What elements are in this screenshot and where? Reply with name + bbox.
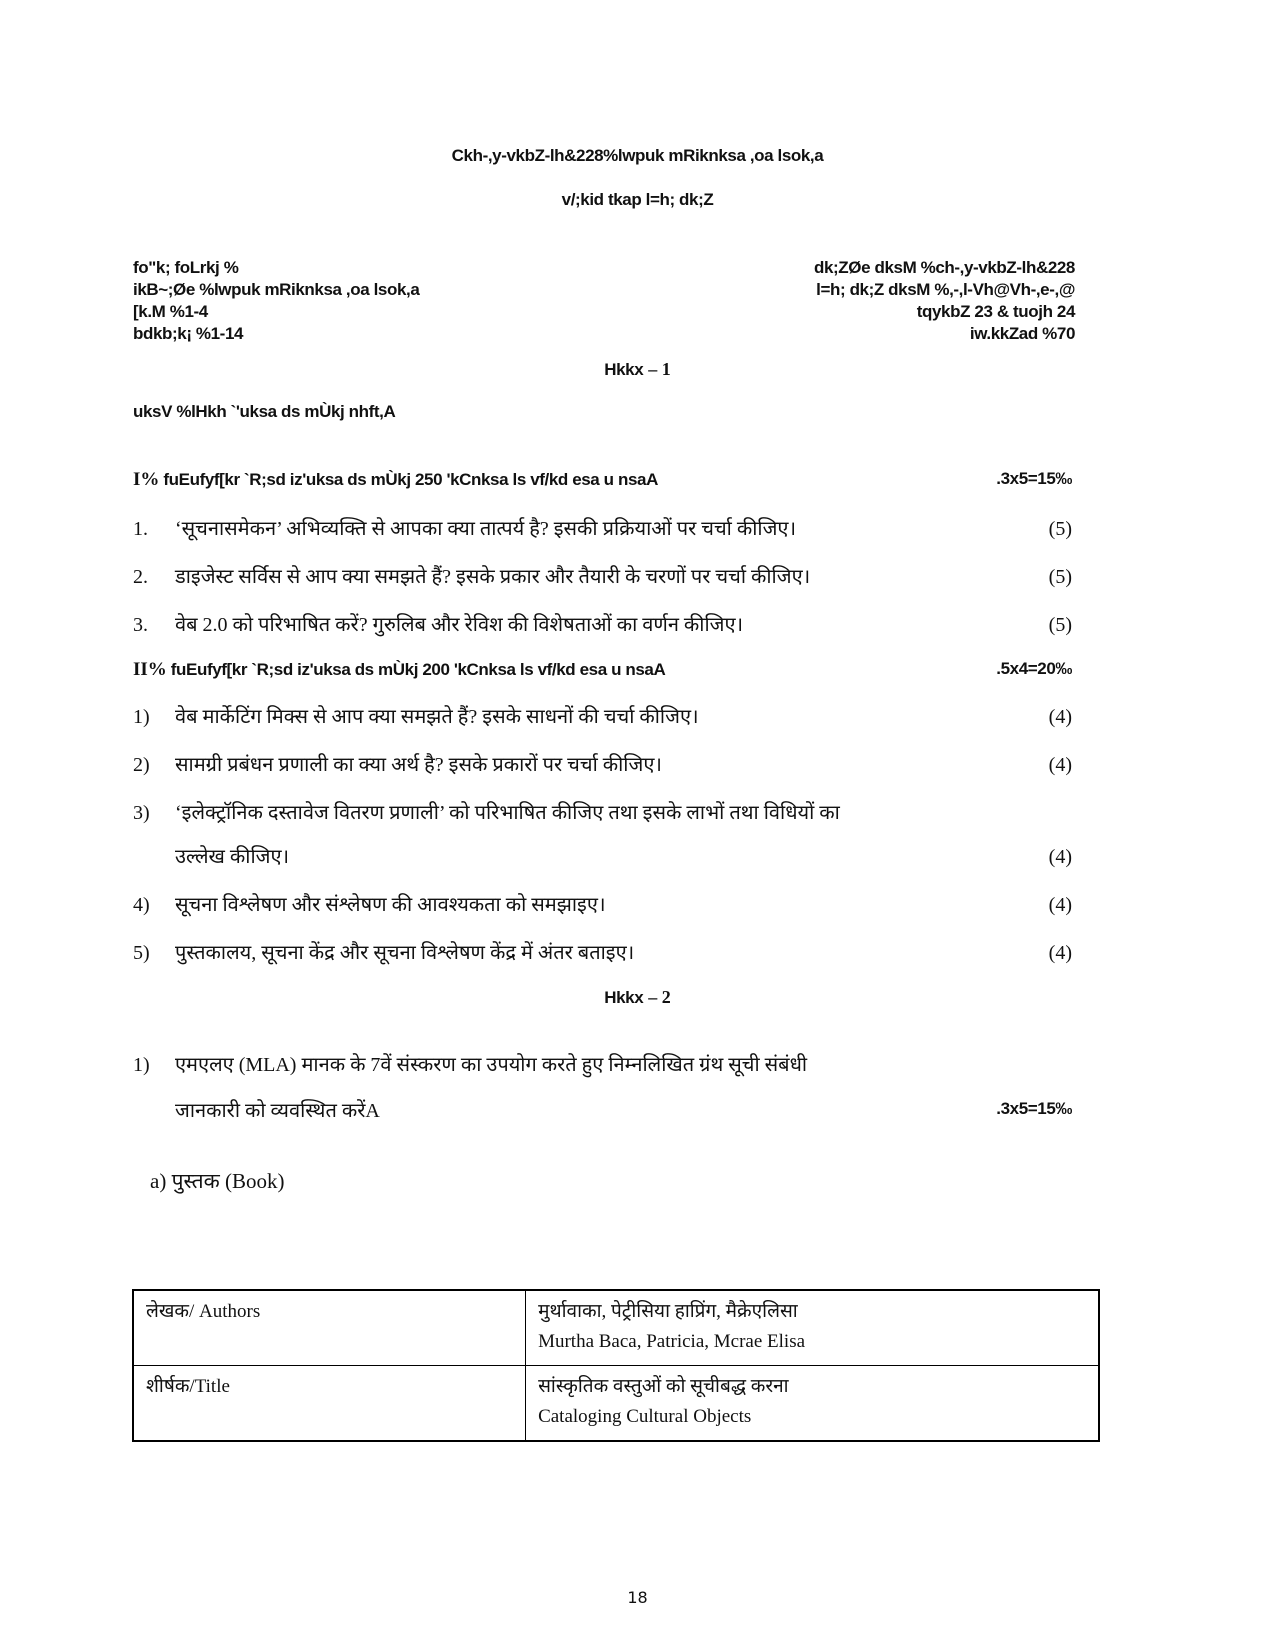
title-label: शीर्षक/Title: [146, 1376, 230, 1397]
question-number: 2.: [133, 566, 148, 588]
question-marks: [1026, 801, 1072, 825]
info-row: [133, 301, 1075, 323]
question-text: ‘सूचनासमेकन’ अभिव्यक्ति से आपका क्या तात्पर्य है? इसकी प्रक्रियाओं पर चर्चा कीजिए।: [175, 518, 797, 540]
subject-extent-label: fo"k; foLrkj %: [133, 258, 239, 277]
title-value-english: Cataloging Cultural Objects: [538, 1406, 752, 1427]
part-number: – 2: [648, 987, 671, 1007]
part-number: – 1: [648, 359, 671, 379]
question-continuation-text: जानकारी को व्यवस्थित करेंA: [175, 1100, 380, 1122]
question-text: वेब मार्केटिंग मिक्स से आप क्या समझते हैं? इसके साधनों की चर्चा कीजिए।: [175, 706, 699, 728]
section-i-heading: [133, 469, 1072, 491]
title-value-hindi: सांस्कृतिक वस्तुओं को सूचीबद्ध करना: [538, 1376, 789, 1397]
table-row-authors: [133, 1290, 1099, 1366]
authors-value-english: Murtha Baca, Patricia, Mcrae Elisa: [538, 1331, 806, 1352]
question-row: [133, 565, 1072, 589]
question-row: [133, 893, 1072, 917]
question-marks: (4): [1048, 846, 1072, 868]
section-ii-instruction: fuEufyf[kr `R;sd iz'uksa ds mÙkj 200 'kCnksa ls vf/kd esa u nsaA: [170, 660, 666, 679]
units-range: bdkb;k¡ %1-14: [133, 324, 244, 343]
session-dates: tqykbZ 23 & tuojh 24: [916, 302, 1075, 321]
question-marks: (4): [1048, 754, 1072, 776]
part-1-heading: [0, 359, 1275, 381]
question-row: [133, 801, 1072, 825]
authors-label: लेखक/ Authors: [146, 1301, 261, 1322]
section-i-marks: .3x5=15‰: [996, 469, 1072, 488]
question-number: 1): [133, 706, 150, 728]
section-ii-marks: .5x4=20‰: [996, 659, 1072, 678]
authors-value-hindi: मुर्थावाका, पेट्रीसिया हाप्रिंग, मैक्रेएलिसा: [538, 1301, 798, 1322]
section-ii-numeral: II%: [133, 659, 167, 680]
section-i-numeral: I%: [133, 469, 160, 490]
part-label: Hkkx: [604, 988, 644, 1007]
question-row: [133, 705, 1072, 729]
blocks-range: [k.M %1-4: [133, 302, 208, 321]
question-number: 1.: [133, 518, 148, 540]
question-continuation-row: [133, 1099, 1072, 1123]
title-label-cell: [133, 1366, 526, 1442]
question-marks: (5): [1048, 614, 1072, 636]
title-value-cell: [526, 1366, 1099, 1442]
question-row: [133, 1053, 1072, 1077]
question-text: सामग्री प्रबंधन प्रणाली का क्या अर्थ है? इसके प्रकारों पर चर्चा कीजिए।: [175, 754, 662, 776]
authors-value-cell: [526, 1290, 1099, 1366]
item-a-number: a): [150, 1169, 167, 1193]
question-marks: (5): [1048, 566, 1072, 588]
question-number: 3): [133, 802, 150, 824]
question-row: [133, 941, 1072, 965]
question-number: 3.: [133, 614, 148, 636]
question-marks: (4): [1048, 706, 1072, 728]
page-number: 18: [627, 1588, 648, 1607]
paper-title-line2: v/;kid tkap l=h; dk;Z: [561, 190, 714, 209]
question-marks: .3x5=15‰: [996, 1099, 1072, 1118]
question-text: डाइजेस्ट सर्विस से आप क्या समझते हैं? इसके प्रकार और तैयारी के चरणों पर चर्चा कीजिए।: [175, 566, 811, 588]
question-text: पुस्तकालय, सूचना केंद्र और सूचना विश्लेषण केंद्र में अंतर बताइए।: [175, 942, 635, 964]
max-marks: iw.kkZad %70: [969, 324, 1075, 343]
question-text: वेब 2.0 को परिभाषित करें? गुरुलिब और रेविश की विशेषताओं का वर्णन कीजिए।: [175, 614, 744, 636]
question-number: 1): [133, 1054, 150, 1076]
paper-title-line1: Ckh-,y-vkbZ-lh&228%lwpuk mRiknksa ,oa lsok,a: [451, 146, 824, 165]
item-a-text: पुस्तक (Book): [171, 1169, 285, 1193]
question-row: [133, 753, 1072, 777]
course-name: ikB~;Øe %lwpuk mRiknksa ,oa lsok,a: [133, 280, 420, 299]
question-text: ‘इलेक्ट्रॉनिक दस्तावेज वितरण प्रणाली’ को परिभाषित कीजिए तथा इसके लाभों तथा विधियों का: [175, 802, 840, 824]
question-continuation-row: [133, 845, 1072, 869]
item-a-heading: [150, 1167, 1072, 1195]
section-ii-heading: [133, 659, 1072, 681]
question-marks: (4): [1048, 894, 1072, 916]
section-i-instruction: fuEufyf[kr `R;sd iz'uksa ds mÙkj 250 'kCnksa ls vf/kd esa u nsaA: [163, 470, 658, 489]
programme-code: dk;ZØe dksM %ch-,y-vkbZ-lh&228: [813, 258, 1075, 277]
bibliography-table: [132, 1289, 1100, 1442]
part-2-heading: [0, 987, 1275, 1009]
question-text: एमएलए (MLA) मानक के 7वें संस्करण का उपयोग करते हुए निम्नलिखित ग्रंथ सूची संबंधी: [175, 1054, 808, 1076]
part-label: Hkkx: [604, 360, 644, 379]
info-row: [133, 257, 1075, 279]
question-number: 2): [133, 754, 150, 776]
note-line: uksV %lHkh `'uksa ds mÙkj nhft,A: [133, 402, 396, 421]
question-continuation-text: उल्लेख कीजिए।: [175, 846, 290, 868]
question-text: सूचना विश्लेषण और संश्लेषण की आवश्यकता को समझाइए।: [175, 894, 606, 916]
table-row-title: [133, 1366, 1099, 1442]
question-row: [133, 517, 1072, 541]
info-row: [133, 323, 1075, 345]
authors-label-cell: [133, 1290, 526, 1366]
assignment-code: l=h; dk;Z dksM %,-,l-Vh@Vh-,e-,@: [816, 280, 1075, 299]
course-info-block: [133, 257, 1075, 345]
question-row: [133, 613, 1072, 637]
question-marks: (5): [1048, 518, 1072, 540]
question-number: 5): [133, 942, 150, 964]
question-number: 4): [133, 894, 150, 916]
info-row: [133, 279, 1075, 301]
question-marks: (4): [1048, 942, 1072, 964]
